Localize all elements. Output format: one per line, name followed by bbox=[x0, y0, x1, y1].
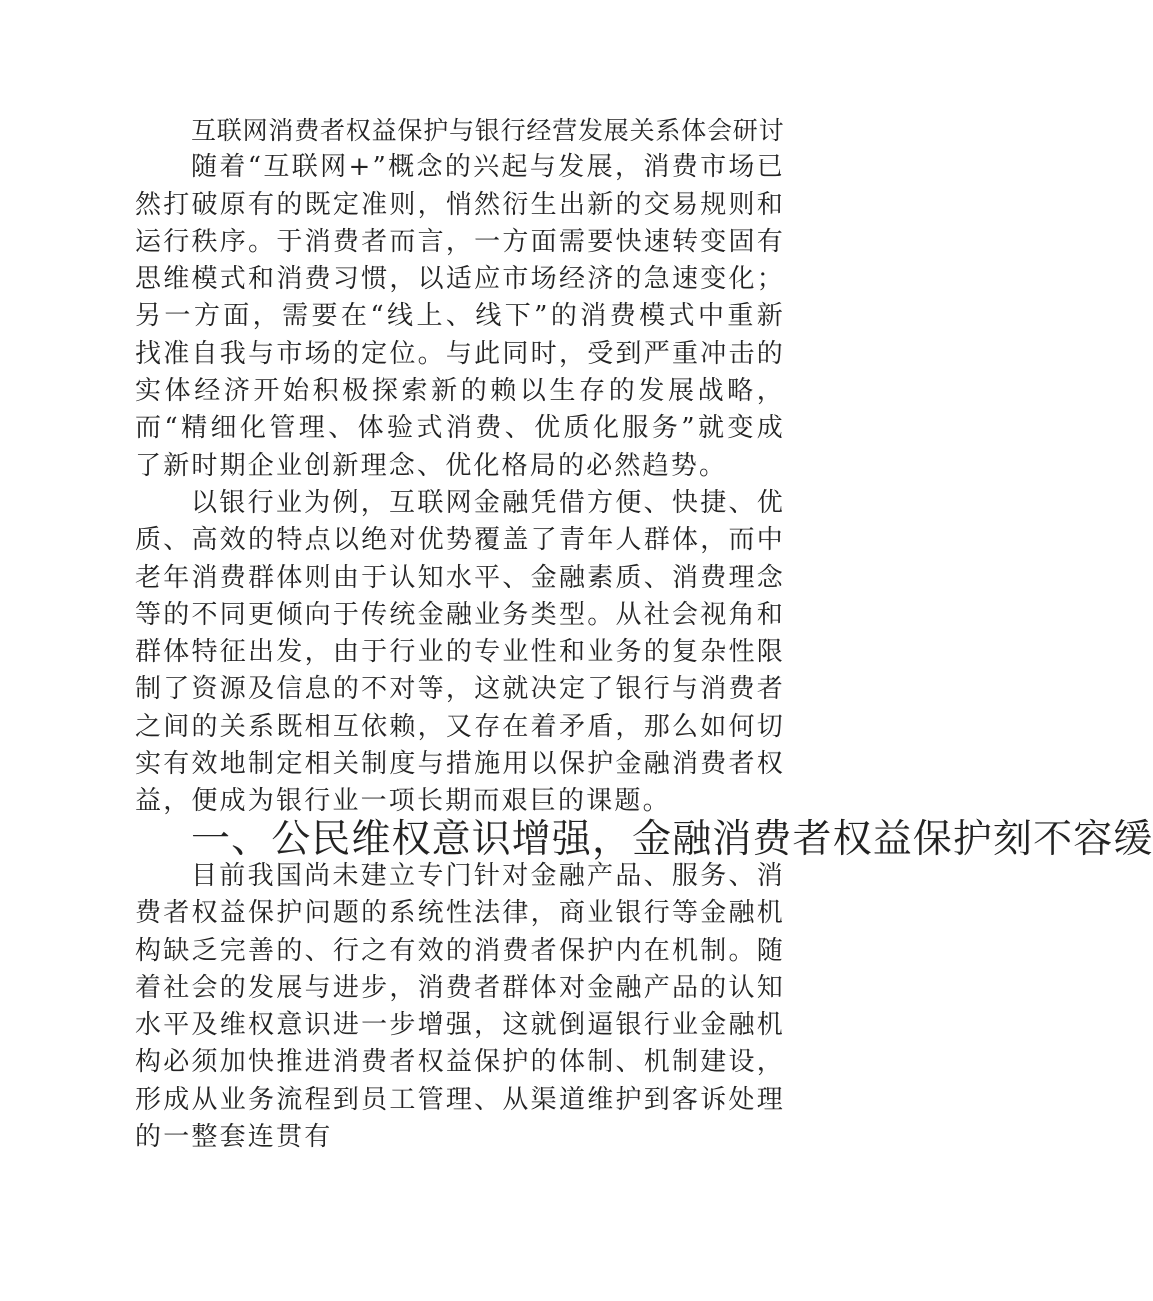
document-title: 互联网消费者权益保护与银行经营发展关系体会研讨 bbox=[191, 116, 785, 145]
paragraph-section-one: 目前我国尚未建立专门针对金融产品、服务、消费者权益保护问题的系统性法律，商业银行等金融机构缺乏完善的、行之有效的消费者保护内在机制。随着社会的发展与进步，消费者群体对金融产品的认知水平及维权意识进一步增强，这就倒逼银行业金融机构必须加快推进消费者权益保护的体制、机制建设，形成从业务流程到员工管理、从渠道维护到客诉处理的一整套连贯有 bbox=[135, 860, 785, 1153]
paragraph-banking: 以银行业为例，互联网金融凭借方便、快捷、优质、高效的特点以绝对优势覆盖了青年人群体，而中老年消费群体则由于认知水平、金融素质、消费理念等的不同更倾向于传统金融业务类型。从社会视角和群体特征出发，由于行业的专业性和业务的复杂性限制了资源及信息的不对等，这就决定了银行与消费者之间的关系既相互依赖，又存在着矛盾，那么如何切实有效地制定相关制度与措施用以保护金融消费者权益，便成为银行业一项长期而艰巨的课题。 bbox=[135, 487, 785, 817]
paragraph-intro: 随着“互联网+”概念的兴起与发展，消费市场已然打破原有的既定准则，悄然衍生出新的交易规则和运行秩序。于消费者而言，一方面需要快速转变固有思维模式和消费习惯，以适应市场经济的急速变化；另一方面，需要在“线上、线下”的消费模式中重新找准自我与市场的定位。与此同时，受到严重冲击的实体经济开始积极探索新的赖以生存的发展战略，而“精细化管理、体验式消费、优质化服务”就变成了新时期企业创新理念、优化格局的必然趋势。 bbox=[135, 152, 785, 481]
document-body bbox=[135, 112, 1153, 1156]
section-heading: 一、公民维权意识增强，金融消费者权益保护刻不容缓 bbox=[191, 816, 1153, 862]
